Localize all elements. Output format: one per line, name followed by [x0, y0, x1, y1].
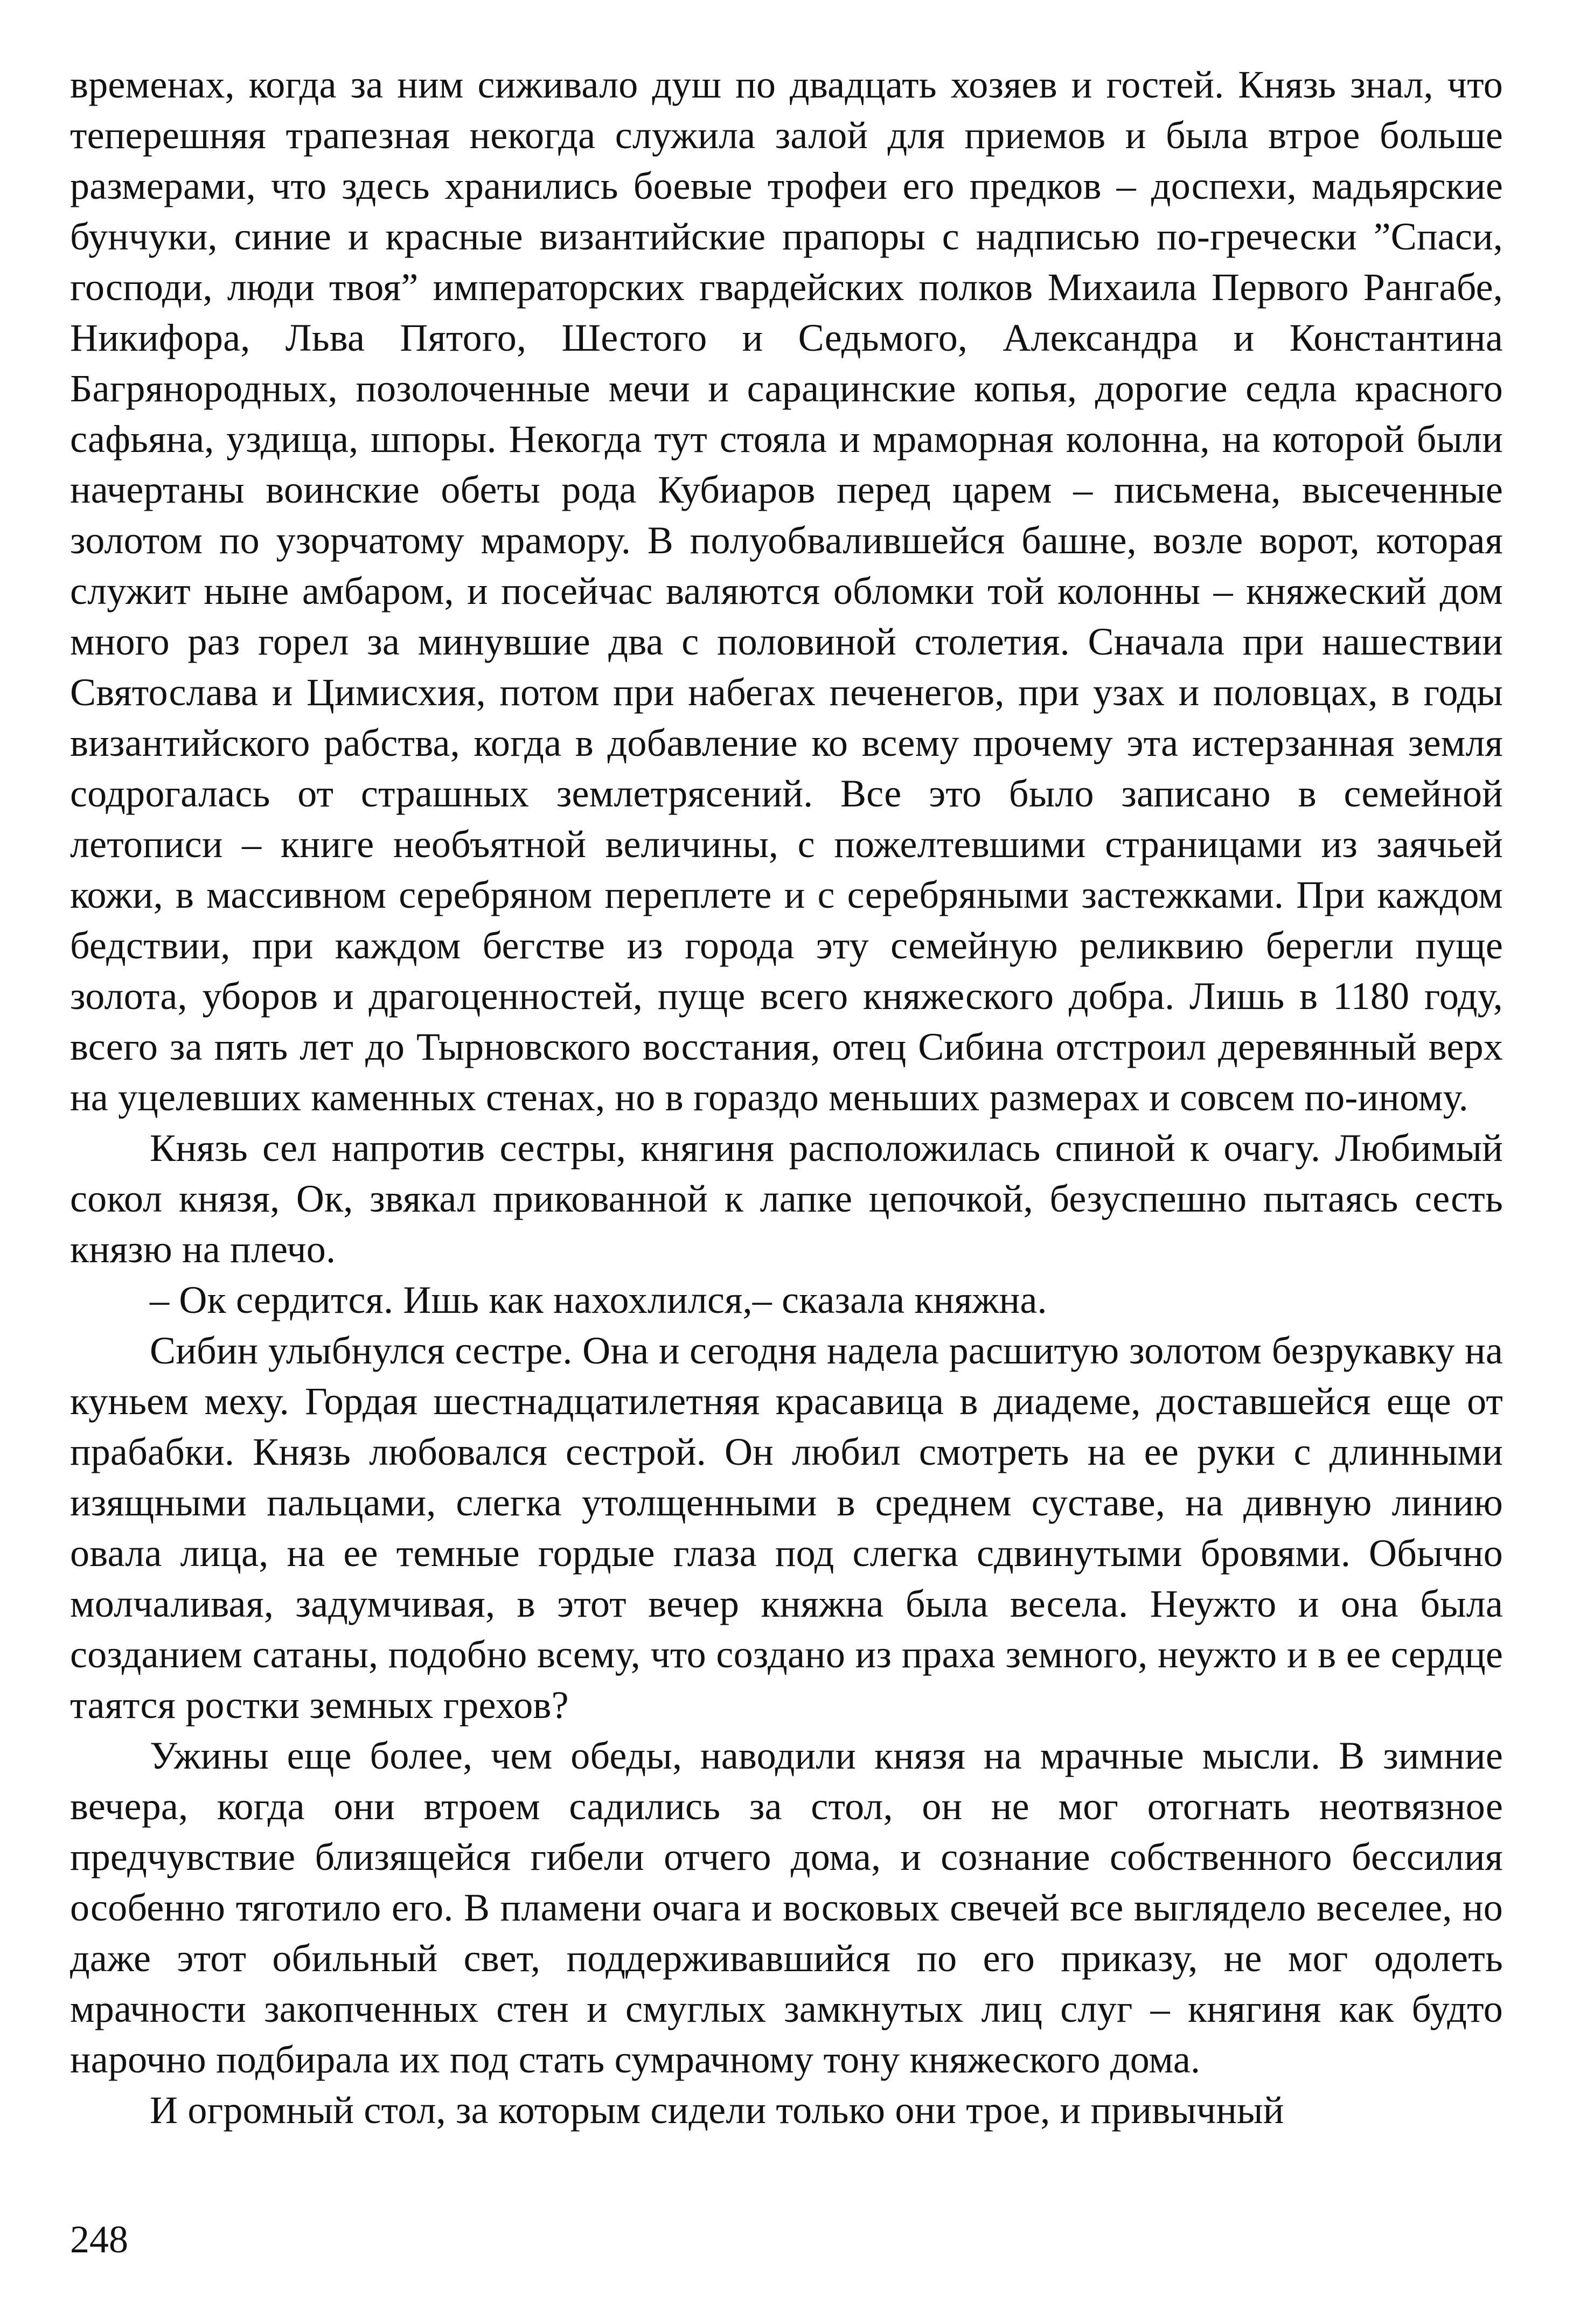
dialogue-line: – Ок сердится. Ишь как нахохлился,– сказала княжна.	[150, 1278, 1047, 1321]
paragraph: Князь сел напротив сестры, княгиня расположилась спиной к очагу. Любимый сокол князя, Ок, звякал прикованной к лапке цепочкой, безуспешно пытаясь сесть князю на плечо.	[70, 1126, 1503, 1271]
paragraph-continuation: временах, когда за ним сиживало душ по двадцать хозяев и гостей. Князь знал, что теперешняя трапезная некогда служила залой для приемов и была втрое больше размерами, что здесь хранились боевые трофеи его предков – доспехи, мадьярские бунчуки, синие и красные византийские прапоры с надписью по-гречески ”Спаси, господи, люди твоя” императорских гвардейских полков Михаила Первого Рангабе, Никифора, Льва Пятого, Шестого и Седьмого, Александра и Константина Багрянородных, позолоченные мечи и сарацинские копья, дорогие седла красного сафьяна, уздища, шпоры. Некогда тут стояла и мраморная колонна, на которой были начертаны воинские обеты рода Кубиаров перед царем – письмена, высеченные золотом по узорчатому мрамору. В полуобвалившейся башне, возле ворот, которая служит ныне амбаром, и посейчас валяются обломки той колонны – княжеский дом много раз горел за минувшие два с половиной столетия. Сначала при нашествии Святослава и Цимисхия, потом при набегах печенегов, при узах и половцах, в годы византийского рабства, когда в добавление ко всему прочему эта истерзанная земля содрогалась от страшных землетрясений. Все это было записано в семейной летописи – книге необъятной величины, с пожелтевшими страницами из заячьей кожи, в массивном серебряном переплете и с серебряными застежками. При каждом бедствии, при каждом бегстве из города эту семейную реликвию берегли пуще золота, уборов и драгоценностей, пуще всего княжеского добра. Лишь в 1180 году, всего за пять лет до Тырновского восстания, отец Сибина отстроил деревянный верх на уцелевших каменных стенах, но в гораздо меньших размерах и совсем по-иному.	[70, 63, 1503, 1119]
page-number: 248	[70, 2218, 128, 2261]
paragraph: Сибин улыбнулся сестре. Она и сегодня надела расшитую золотом безрукавку на куньем меху. Гордая шестнадцатилетняя красавица в диадеме, доставшейся еще от прабабки. Князь любовался сестрой. Он любил смотреть на ее руки с длинными изящными пальцами, слегка утолщенными в среднем суставе, на дивную линию овала лица, на ее темные гордые глаза под слегка сдвинутыми бровями. Обычно молчаливая, задумчивая, в этот вечер княжна была весела. Неужто и она была созданием сатаны, подобно всему, что создано из праха земного, неужто и в ее сердце таятся ростки земных грехов?	[70, 1329, 1503, 1727]
body-text	[70, 59, 1503, 2135]
paragraph: И огромный стол, за которым сидели только они трое, и привычный	[150, 2089, 1284, 2132]
paragraph: Ужины еще более, чем обеды, наводили князя на мрачные мысли. В зимние вечера, когда они втроем садились за стол, он не мог отогнать неотвязное предчувствие близящейся гибели отчего дома, и сознание собственного бессилия особенно тяготило его. В пламени очага и восковых свечей все выглядело веселее, но даже этот обильный свет, поддерживавшийся по его приказу, не мог одолеть мрачности закопченных стен и смуглых замкнутых лиц слуг – княгиня как будто нарочно подбирала их под стать сумрачному тону княжеского дома.	[70, 1734, 1503, 2081]
